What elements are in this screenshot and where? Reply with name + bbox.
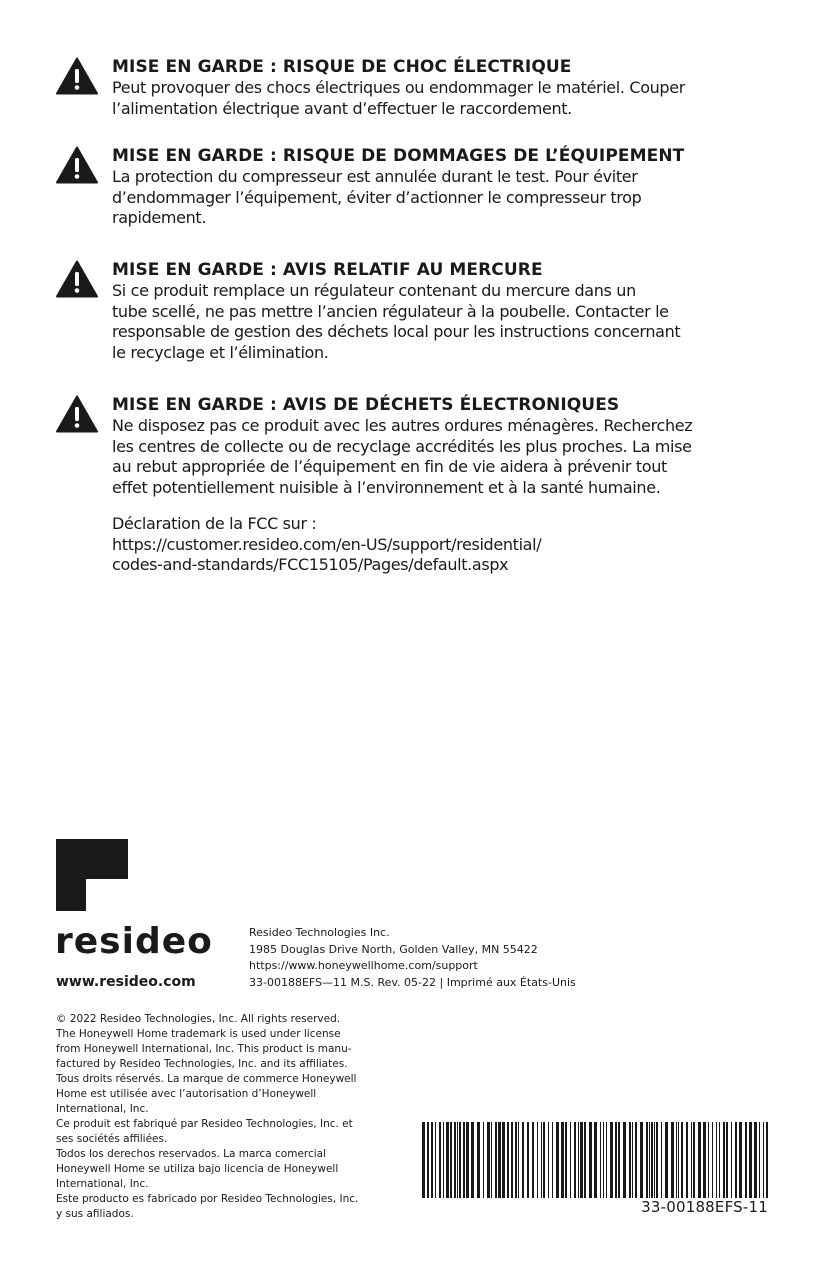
barcode-bar (466, 1122, 469, 1198)
barcode-bar (651, 1122, 653, 1198)
barcode-bar (731, 1122, 732, 1198)
barcode-bar (603, 1122, 604, 1198)
barcode-bar (541, 1122, 542, 1198)
website-link[interactable]: www.resideo.com (56, 974, 196, 990)
barcode-bar (632, 1122, 633, 1198)
company-name: Resideo Technologies Inc. (249, 926, 390, 939)
warning-triangle-icon (56, 146, 98, 184)
barcode-bar (594, 1122, 597, 1198)
warning-triangle-icon (56, 260, 98, 298)
support-url[interactable]: https://www.honeywellhome.com/support (249, 959, 478, 972)
fcc-url-line-2[interactable]: codes-and-standards/FCC15105/Pages/default.aspx (112, 555, 509, 574)
barcode-bar (578, 1122, 579, 1198)
barcode-bar (427, 1122, 429, 1198)
barcode-bar (431, 1122, 433, 1198)
barcode-bar (574, 1122, 576, 1198)
barcode-bar (457, 1122, 458, 1198)
barcode-bar (518, 1122, 519, 1198)
barcode-bar (646, 1122, 648, 1198)
resideo-logo-mark-icon (56, 839, 128, 911)
barcode-bar (446, 1122, 449, 1198)
document-revision: 33-00188EFS—11 M.S. Rev. 05-22 | Imprimé aux États-Unis (249, 975, 576, 989)
barcode-bar (629, 1122, 631, 1198)
barcode-bar (691, 1122, 692, 1198)
barcode-bar (454, 1122, 456, 1198)
barcode-number: 33-00188EFS-11 (641, 1198, 768, 1216)
barcode-bar (719, 1122, 720, 1198)
barcode-bar (763, 1122, 764, 1198)
barcode-bar (615, 1122, 617, 1198)
warning-title: MISE EN GARDE : AVIS RELATIF AU MERCURE (112, 260, 543, 280)
warning-equipment-damage (56, 146, 772, 236)
barcode-bar (703, 1122, 706, 1198)
barcode-bar (443, 1122, 444, 1198)
barcode-bar (439, 1122, 441, 1198)
warning-text: Ne disposez pas ce produit avec les autres ordures ménagères. Recherchez les centres de collecte ou de recyclage accrédités les plus proches. La mise au rebut appropriée de l’équipement en fin de vie aidera à prévenir tout effet potentiellement nuisible à l’environnement et à la santé humaine. (112, 416, 693, 497)
barcode-bar (495, 1122, 497, 1198)
resideo-wordmark: resideo (55, 921, 213, 962)
barcode-bar (422, 1122, 425, 1198)
barcode-bar (556, 1122, 559, 1198)
barcode-bar (681, 1122, 683, 1198)
barcode-bar (477, 1122, 480, 1198)
barcode-bar (532, 1122, 534, 1198)
warning-electric-shock (56, 57, 772, 119)
barcode-bar (584, 1122, 586, 1198)
barcode-bar (716, 1122, 717, 1198)
barcode-bar (623, 1122, 626, 1198)
barcode-bar (739, 1122, 742, 1198)
barcode-bar (487, 1122, 490, 1198)
barcode-bar (570, 1122, 571, 1198)
barcode-bar (723, 1122, 725, 1198)
warning-electronic-waste (56, 395, 772, 505)
barcode-bar (450, 1122, 452, 1198)
barcode-bar (527, 1122, 529, 1198)
barcode-bar (537, 1122, 538, 1198)
barcode-bar (610, 1122, 613, 1198)
barcode-bar (649, 1122, 650, 1198)
barcode-bar (589, 1122, 592, 1198)
barcode-bar (635, 1122, 637, 1198)
barcode-bar (463, 1122, 465, 1198)
warning-title: MISE EN GARDE : RISQUE DE CHOC ÉLECTRIQUE (112, 57, 572, 77)
barcode-bar (600, 1122, 601, 1198)
warning-mercury (56, 260, 772, 370)
fcc-url-line-1[interactable]: https://customer.resideo.com/en-US/support/residential/ (112, 534, 542, 554)
company-info (249, 925, 576, 991)
barcode-bar (640, 1122, 643, 1198)
barcode-bar (735, 1122, 737, 1198)
warning-text: La protection du compresseur est annulée durant le test. Pour éviter d’endommager l’équipement, éviter d’actionner le compresseur trop rapidement. (112, 167, 642, 227)
barcode-bar (745, 1122, 747, 1198)
barcode-bar (483, 1122, 484, 1198)
barcode-bar (511, 1122, 513, 1198)
barcode-bar (712, 1122, 713, 1198)
barcode-bar (471, 1122, 474, 1198)
barcode-bar (656, 1122, 658, 1198)
barcode-bar (502, 1122, 505, 1198)
barcode-bar (708, 1122, 709, 1198)
barcode-bar (726, 1122, 728, 1198)
barcode-bar (515, 1122, 517, 1198)
barcode-bar (491, 1122, 492, 1198)
company-address: 1985 Douglas Drive North, Golden Valley, MN 55422 (249, 942, 538, 956)
barcode-bar (618, 1122, 620, 1198)
barcode-bar (766, 1122, 768, 1198)
warning-title: MISE EN GARDE : AVIS DE DÉCHETS ÉLECTRONIQUES (112, 395, 620, 415)
barcode-bar (654, 1122, 655, 1198)
fcc-declaration (112, 514, 772, 576)
barcode-bar (580, 1122, 583, 1198)
barcode-bar (459, 1122, 461, 1198)
barcode-bar (552, 1122, 553, 1198)
barcode-bar (693, 1122, 695, 1198)
warning-triangle-icon (56, 57, 98, 95)
barcode-bar (498, 1122, 501, 1198)
barcode-bar (661, 1122, 662, 1198)
barcode-bar (749, 1122, 752, 1198)
barcode-bar (698, 1122, 701, 1198)
barcode-bar (435, 1122, 436, 1198)
warning-text: Peut provoquer des chocs électriques ou endommager le matériel. Couper l’alimentation électrique avant d’effectuer le raccordement. (112, 78, 685, 118)
barcode-bar (678, 1122, 679, 1198)
warning-text: Si ce produit remplace un régulateur contenant du mercure dans un tube scellé, ne pas mettre l’ancien régulateur à la poubelle. Contacter le responsable de gestion des déchets local pour les instructions concernant le recyclage et l’élimination. (112, 281, 681, 362)
barcode-bar (754, 1122, 757, 1198)
legal-notice: © 2022 Resideo Technologies, Inc. All rights reserved. The Honeywell Home trademark is used under license from Honeywell International, Inc. This product is manu- factured by Resideo Technologies, Inc. and its affiliates. Tous droits réservés. La marque de commerce Honeywell Home est utilisée avec l’autorisation d’Honeywell International, Inc. Ce produit est fabriqué par Resideo Technologies, Inc. et ses sociétés affiliées. Todos los derechos reservados. La marca comercial Honeywell Home se utiliza bajo licencia de Honeywell International, Inc. Este producto es fabricado por Resideo Technologies, Inc. y sus afiliados. (56, 1013, 359, 1220)
barcode-bar (561, 1122, 564, 1198)
barcode-bar (606, 1122, 607, 1198)
warning-title: MISE EN GARDE : RISQUE DE DOMMAGES DE L’ÉQUIPEMENT (112, 146, 685, 166)
barcode-bar (565, 1122, 567, 1198)
fcc-label: Déclaration de la FCC sur : (112, 514, 317, 533)
barcode-bar (676, 1122, 677, 1198)
barcode-bar (686, 1122, 688, 1198)
barcode-image (422, 1122, 768, 1198)
barcode-bar (548, 1122, 549, 1198)
barcode-bar (665, 1122, 668, 1198)
barcode-bar (759, 1122, 760, 1198)
barcode-bar (522, 1122, 524, 1198)
barcode-bar (543, 1122, 545, 1198)
barcode-bar (507, 1122, 509, 1198)
barcode-bar (671, 1122, 674, 1198)
warning-triangle-icon (56, 395, 98, 433)
